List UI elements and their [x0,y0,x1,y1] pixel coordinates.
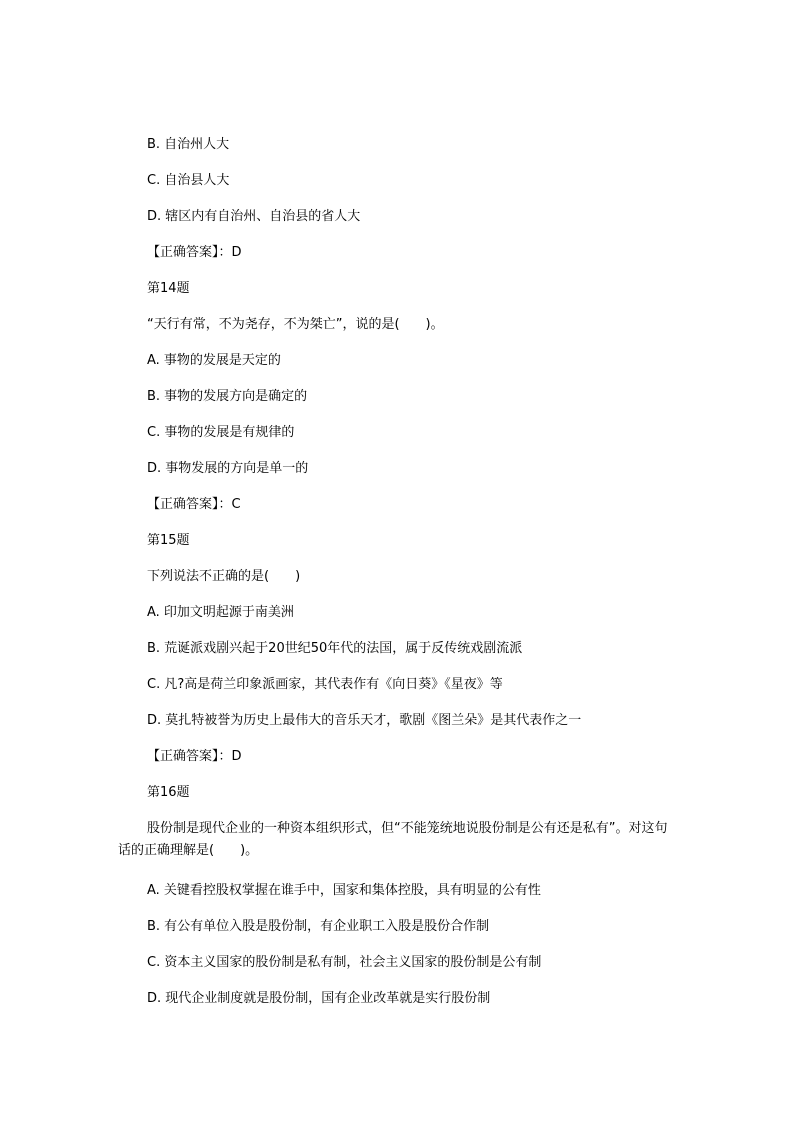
q15-question: 下列说法不正确的是( ) [147,569,301,584]
q16-question: 股份制是现代企业的一种资本组织形式，但“不能笼统地说股份制是公有还是私有”。对这句话的正确理解是( )。 [118,821,668,858]
q14-option-a: A. 事物的发展是天定的 [147,353,281,368]
q13-option-c: C. 自治县人大 [147,173,230,188]
q14-answer: 【正确答案】：C [147,497,241,512]
q14-question: “天行有常，不为尧存，不为桀亡”，说的是( )。 [147,317,444,332]
q13-option-d: D. 辖区内有自治州、自治县的省人大 [147,209,361,224]
q16-option-d: D. 现代企业制度就是股份制，国有企业改革就是实行股份制 [147,991,491,1006]
q15-option-b: B. 荒诞派戏剧兴起于20世纪50年代的法国，属于反传统戏剧流派 [147,641,523,656]
q15-option-a: A. 印加文明起源于南美洲 [147,605,294,620]
q15-option-c: C. 凡?高是荷兰印象派画家，其代表作有《向日葵》《星夜》等 [147,677,503,692]
q16-option-b: B. 有公有单位入股是股份制，有企业职工入股是股份合作制 [147,919,490,934]
q15-answer: 【正确答案】：D [147,749,242,764]
q15-option-d: D. 莫扎特被誉为历史上最伟大的音乐天才，歌剧《图兰朵》是其代表作之一 [147,713,582,728]
q16-option-a: A. 关键看控股权掌握在谁手中，国家和集体控股，具有明显的公有性 [147,883,541,898]
q16-option-c: C. 资本主义国家的股份制是私有制，社会主义国家的股份制是公有制 [147,955,542,970]
q14-option-d: D. 事物发展的方向是单一的 [147,461,309,476]
q16-number: 第16题 [147,785,190,800]
q15-number: 第15题 [147,533,190,548]
q13-answer: 【正确答案】：D [147,245,242,260]
q13-option-b: B. 自治州人大 [147,137,230,152]
q14-option-c: C. 事物的发展是有规律的 [147,425,295,440]
q14-option-b: B. 事物的发展方向是确定的 [147,389,308,404]
q14-number: 第14题 [147,281,190,296]
